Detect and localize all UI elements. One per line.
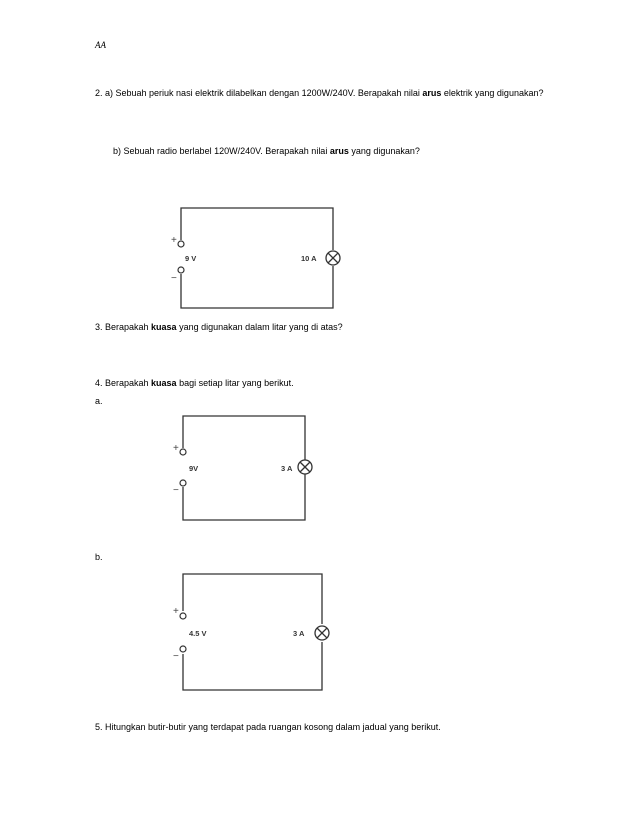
negative-terminal	[180, 480, 186, 486]
question-2a-keyword: arus	[422, 88, 442, 98]
circuit-diagram-1	[165, 200, 345, 315]
minus-sign: −	[173, 485, 179, 496]
question-2b	[113, 146, 420, 157]
question-2b-text-pre: b) Sebuah radio berlabel 120W/240V. Berapakah nilai	[113, 146, 330, 156]
question-2a-text-pre: 2. a) Sebuah periuk nasi elektrik dilabelkan dengan 1200W/240V. Berapakah nilai	[95, 88, 423, 98]
question-4-keyword: kuasa	[151, 378, 177, 388]
lamp-icon	[315, 626, 329, 640]
negative-terminal	[180, 646, 186, 652]
lamp-icon	[298, 460, 312, 474]
negative-terminal	[178, 267, 184, 273]
current-label: 3 A	[281, 464, 293, 473]
question-2a-text-post: elektrik yang digunakan?	[441, 88, 544, 98]
positive-terminal	[180, 613, 186, 619]
question-3-text-pre: 3. Berapakah	[95, 322, 152, 332]
question-5: 5. Hitungkan butir-butir yang terdapat pada ruangan kosong dalam jadual yang berikut.	[95, 722, 441, 732]
voltage-label: 9V	[189, 464, 199, 473]
lamp-icon	[326, 251, 340, 265]
voltage-label: 4.5 V	[189, 629, 207, 638]
circuit-diagram-3	[167, 566, 337, 696]
question-2a	[95, 88, 543, 99]
minus-sign: −	[171, 273, 177, 284]
plus-sign: +	[173, 443, 179, 454]
current-label: 3 A	[293, 629, 305, 638]
voltage-label: 9 V	[185, 254, 197, 263]
question-3-keyword: kuasa	[151, 322, 177, 332]
question-2b-text-post: yang digunakan?	[348, 146, 420, 156]
question-2b-keyword: arus	[329, 146, 349, 156]
question-3	[95, 322, 343, 333]
current-label: 10 A	[301, 254, 317, 263]
question-4a-label: a.	[95, 396, 103, 406]
positive-terminal	[180, 449, 186, 455]
question-4-text-pre: 4. Berapakah	[95, 378, 152, 388]
page-header-mark: AA	[95, 40, 106, 50]
circuit-diagram-2	[167, 408, 317, 528]
question-3-text-post: yang digunakan dalam litar yang di atas?	[176, 322, 343, 332]
plus-sign: +	[171, 235, 177, 246]
question-4	[95, 378, 294, 389]
question-4-text-post: bagi setiap litar yang berikut.	[176, 378, 294, 388]
plus-sign: +	[173, 606, 179, 617]
positive-terminal	[178, 241, 184, 247]
minus-sign: −	[173, 651, 179, 662]
question-4b-label: b.	[95, 552, 103, 562]
